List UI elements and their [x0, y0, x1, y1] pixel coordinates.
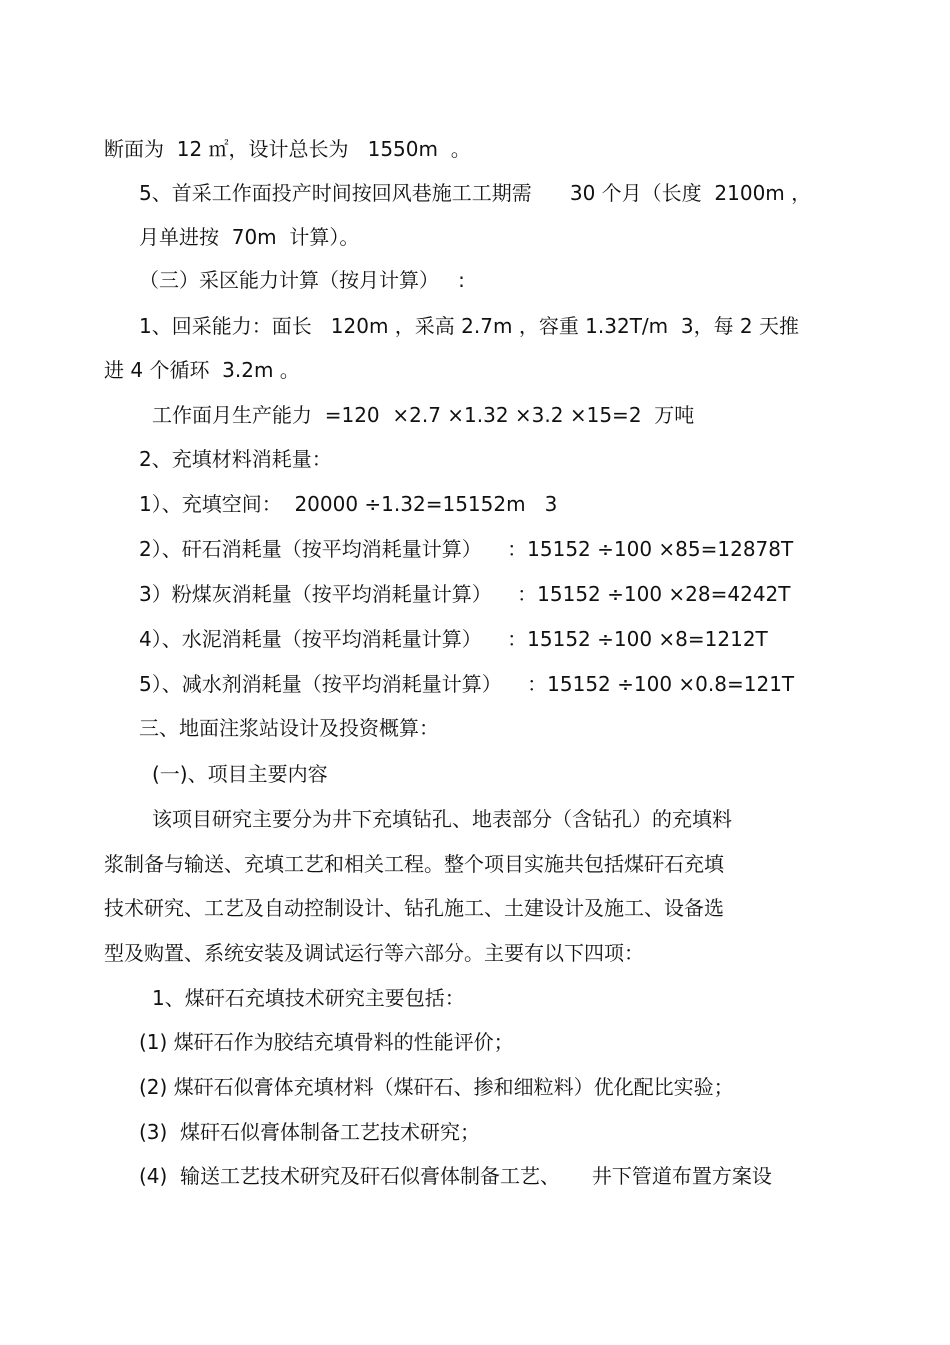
text-line: 1、煤矸石充填技术研究主要包括： — [152, 986, 465, 1010]
text-line: 工作面月生产能力 =120 ×2.7 ×1.32 ×3.2 ×15=2 万吨 — [152, 403, 695, 427]
list-item: (4) 输送工艺技术研究及矸石似膏体制备工艺、 井下管道布置方案设 — [139, 1164, 772, 1188]
text-line: 断面为 12 ㎡，设计总长为 1550m 。 — [104, 137, 471, 161]
text-line: 浆制备与输送、充填工艺和相关工程。整个项目实施共包括煤矸石充填 — [104, 852, 724, 876]
section-heading: (一)、项目主要内容 — [152, 762, 328, 786]
section-heading: （三）采区能力计算（按月计算） : — [139, 268, 465, 292]
list-item: (3) 煤矸石似膏体制备工艺技术研究； — [139, 1120, 481, 1144]
section-heading: 三、地面注浆站设计及投资概算： — [139, 716, 439, 740]
text-line: 2）、矸石消耗量（按平均消耗量计算） ：15152 ÷100 ×85=12878T — [139, 537, 794, 561]
text-line: 型及购置、系统安装及调试运行等六部分。主要有以下四项： — [104, 941, 644, 965]
text-line: 1）、充填空间： 20000 ÷1.32=15152m 3 — [139, 492, 558, 516]
list-item: (2) 煤矸石似膏体充填材料（煤矸石、掺和细粒料）优化配比实验； — [139, 1075, 734, 1099]
text-line: 进 4 个循环 3.2m 。 — [104, 358, 300, 382]
text-line: 该项目研究主要分为井下充填钻孔、地表部分（含钻孔）的充填料 — [152, 807, 732, 831]
text-line: 4）、水泥消耗量（按平均消耗量计算） ：15152 ÷100 ×8=1212T — [139, 627, 768, 651]
text-line: 1、回采能力：面长 120m ，采高 2.7m ，容重 1.32T/m 3，每 2 天推 — [139, 314, 800, 338]
text-line: 月单进按 70m 计算）。 — [139, 225, 360, 249]
text-line: 5）、减水剂消耗量（按平均消耗量计算） ：15152 ÷100 ×0.8=121T — [139, 672, 795, 696]
text-line: 2、充填材料消耗量： — [139, 447, 332, 471]
text-line: 3）粉煤灰消耗量（按平均消耗量计算） ：15152 ÷100 ×28=4242T — [139, 582, 791, 606]
text-line: 技术研究、工艺及自动控制设计、钻孔施工、土建设计及施工、设备选 — [104, 896, 724, 920]
list-item: (1) 煤矸石作为胶结充填骨料的性能评价； — [139, 1030, 514, 1054]
text-line: 5、首采工作面投产时间按回风巷施工工期需 30 个月（长度 2100m ， — [139, 181, 812, 205]
